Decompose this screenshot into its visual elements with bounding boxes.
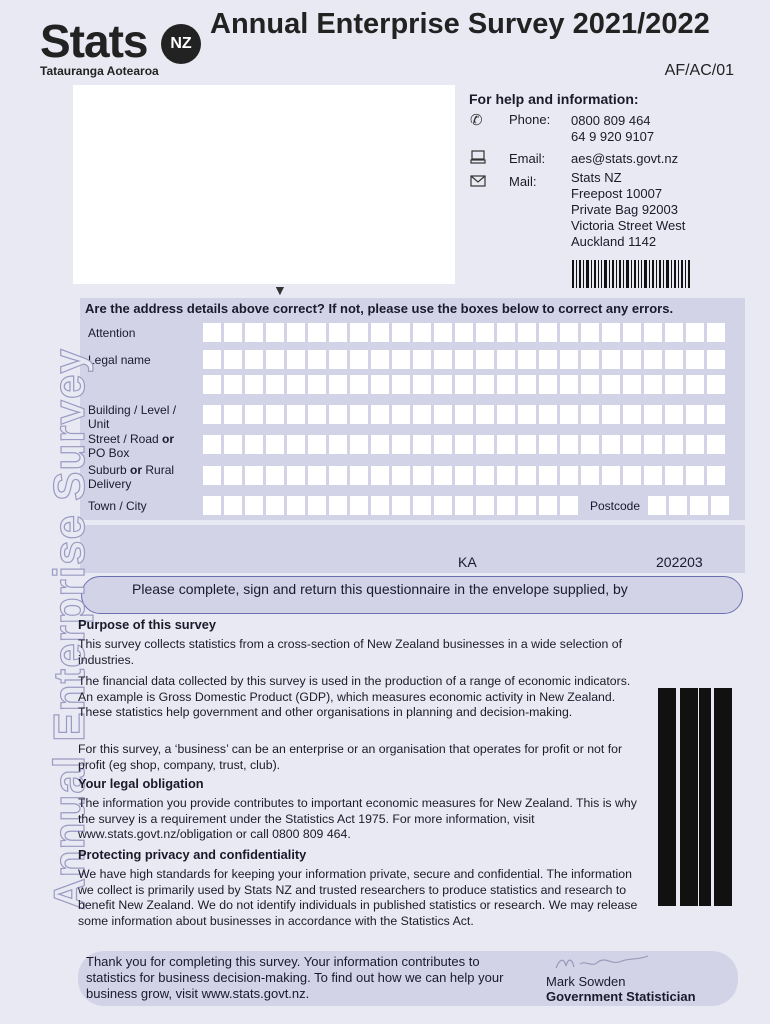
character-box[interactable] [686, 350, 704, 369]
purpose-paragraph-2: The financial data collected by this survey is used in the production of a range of economic indicators. An example is Gross Domestic Product (GDP), which measures economic activity in New Zealand. These statistics help government and other organisations in planning and decision-making. [78, 674, 631, 719]
character-box[interactable] [224, 466, 242, 485]
phone-number-2: 64 9 920 9107 [571, 129, 655, 144]
character-box[interactable] [686, 405, 704, 424]
character-box[interactable] [623, 350, 641, 369]
phone-label: Phone: [509, 112, 551, 127]
character-box[interactable] [455, 466, 473, 485]
mail-line-4: Victoria Street West [571, 218, 686, 233]
character-box[interactable] [455, 323, 473, 342]
character-box[interactable] [266, 323, 284, 342]
building-label [88, 403, 176, 431]
character-box[interactable] [476, 405, 494, 424]
character-box[interactable] [287, 496, 305, 515]
character-box[interactable] [581, 323, 599, 342]
character-box[interactable] [413, 435, 431, 454]
character-box[interactable] [266, 466, 284, 485]
building-label-line-1: Building / Level / [88, 403, 177, 417]
character-box[interactable] [245, 323, 263, 342]
character-box[interactable] [413, 496, 431, 515]
character-box[interactable] [686, 375, 704, 394]
character-box[interactable] [308, 375, 326, 394]
nz-logo-badge: NZ [161, 24, 201, 64]
purpose-paragraph-3: For this survey, a ‘business’ can be an enterprise or an organisation that operates for profit or not for profit (eg shop, company, trust, club). [78, 742, 623, 772]
character-box[interactable] [245, 350, 263, 369]
character-box[interactable] [350, 405, 368, 424]
character-box[interactable] [392, 375, 410, 394]
character-box[interactable] [392, 323, 410, 342]
return-notice-text: Please complete, sign and return this questionnaire in the envelope supplied, by [132, 581, 628, 597]
character-box[interactable] [707, 323, 725, 342]
character-box[interactable] [518, 323, 536, 342]
character-box[interactable] [602, 350, 620, 369]
character-box[interactable] [644, 466, 662, 485]
character-box[interactable] [707, 375, 725, 394]
rural-label-text: Rural [142, 463, 175, 477]
character-box[interactable] [602, 405, 620, 424]
character-box[interactable] [581, 466, 599, 485]
character-box[interactable] [308, 323, 326, 342]
character-box[interactable] [371, 496, 389, 515]
character-box[interactable] [648, 496, 666, 515]
mail-line-1: Stats NZ [571, 170, 622, 185]
character-box[interactable] [455, 405, 473, 424]
legal-heading: Your legal obligation [78, 776, 204, 791]
character-box[interactable] [224, 496, 242, 515]
email-label: Email: [509, 151, 546, 166]
suburb-label-or: or [130, 463, 143, 477]
privacy-heading: Protecting privacy and confidentiality [78, 847, 307, 862]
character-box[interactable] [518, 350, 536, 369]
purpose-heading: Purpose of this survey [78, 617, 216, 632]
character-box[interactable] [539, 435, 557, 454]
character-box[interactable] [350, 496, 368, 515]
privacy-paragraph: We have high standards for keeping your information private, secure and confidential. The information we collect is primarily used by Stats NZ and trusted researchers to produce statistics and research to benefit New Zealand. We do not identify individuals in published statistics or research. We may release some information about businesses in accordance with the Statistics Act. [78, 867, 638, 928]
address-question: Are the address details above correct? If not, please use the boxes below to correct any errors. [85, 301, 674, 316]
character-box[interactable] [665, 466, 683, 485]
character-box[interactable] [455, 350, 473, 369]
character-box[interactable] [476, 323, 494, 342]
character-box[interactable] [329, 435, 347, 454]
character-box[interactable] [329, 375, 347, 394]
character-box[interactable] [644, 375, 662, 394]
character-box[interactable] [623, 466, 641, 485]
phone-icon: ✆ [470, 112, 483, 129]
character-box[interactable] [518, 466, 536, 485]
character-box[interactable] [245, 496, 263, 515]
postcode-field[interactable] [648, 496, 729, 515]
character-box[interactable] [476, 496, 494, 515]
character-box[interactable] [413, 405, 431, 424]
character-box[interactable] [287, 350, 305, 369]
legal-paragraph: The information you provide contributes to important economic measures for New Zealand. This is why the survey is a requirement under the Statistics Act 1975. For more information, visit www.stats.govt.nz/obligation or call 0800 809 464. [78, 796, 637, 841]
legal-name-field-line-1[interactable] [203, 350, 725, 369]
character-box[interactable] [224, 405, 242, 424]
character-box[interactable] [476, 375, 494, 394]
character-box[interactable] [560, 466, 578, 485]
character-box[interactable] [560, 350, 578, 369]
character-box[interactable] [329, 323, 347, 342]
street-field[interactable] [203, 435, 725, 454]
character-box[interactable] [287, 405, 305, 424]
character-box[interactable] [203, 350, 221, 369]
character-box[interactable] [455, 375, 473, 394]
character-box[interactable] [644, 405, 662, 424]
character-box[interactable] [371, 435, 389, 454]
character-box[interactable] [686, 323, 704, 342]
character-box[interactable] [539, 405, 557, 424]
character-box[interactable] [308, 496, 326, 515]
character-box[interactable] [560, 323, 578, 342]
character-box[interactable] [669, 496, 687, 515]
character-box[interactable] [308, 466, 326, 485]
character-box[interactable] [224, 375, 242, 394]
character-box[interactable] [686, 466, 704, 485]
mail-line-5: Auckland 1142 [571, 234, 657, 249]
character-box[interactable] [560, 435, 578, 454]
character-box[interactable] [329, 405, 347, 424]
character-box[interactable] [203, 375, 221, 394]
phone-number-1: 0800 809 464 [571, 113, 651, 128]
character-box[interactable] [413, 323, 431, 342]
character-box[interactable] [711, 496, 729, 515]
character-box[interactable] [707, 466, 725, 485]
character-box[interactable] [518, 375, 536, 394]
character-box[interactable] [350, 350, 368, 369]
po-box-label-text: PO Box [88, 446, 130, 460]
logo-subtitle: Tatauranga Aotearoa [40, 64, 159, 78]
character-box[interactable] [581, 435, 599, 454]
address-window [73, 85, 455, 284]
character-box[interactable] [518, 405, 536, 424]
character-box[interactable] [413, 375, 431, 394]
street-label-or: or [162, 432, 175, 446]
down-arrow-icon: ▼ [273, 282, 287, 298]
character-box[interactable] [455, 496, 473, 515]
character-box[interactable] [623, 375, 641, 394]
character-box[interactable] [665, 350, 683, 369]
character-box[interactable] [539, 375, 557, 394]
character-box[interactable] [392, 496, 410, 515]
signature-image [552, 952, 652, 974]
character-box[interactable] [623, 435, 641, 454]
signer-name: Mark Sowden [546, 974, 626, 989]
character-box[interactable] [350, 435, 368, 454]
character-box[interactable] [434, 405, 452, 424]
character-box[interactable] [224, 350, 242, 369]
thank-you-text: Thank you for completing this survey. Your information contributes to statistics for business decision-making. To find out how we can help your business grow, visit www.stats.govt.nz. [86, 954, 504, 1001]
character-box[interactable] [581, 350, 599, 369]
character-box[interactable] [476, 350, 494, 369]
character-box[interactable] [287, 466, 305, 485]
character-box[interactable] [245, 375, 263, 394]
computer-icon [470, 150, 486, 168]
delivery-label-text: Delivery [88, 477, 132, 491]
character-box[interactable] [434, 323, 452, 342]
character-box[interactable] [245, 435, 263, 454]
mail-line-2: Freepost 10007 [571, 186, 663, 201]
character-box[interactable] [476, 435, 494, 454]
scan-bar [658, 688, 676, 906]
character-box[interactable] [497, 405, 515, 424]
character-box[interactable] [434, 466, 452, 485]
character-box[interactable] [413, 350, 431, 369]
character-box[interactable] [560, 405, 578, 424]
character-box[interactable] [644, 323, 662, 342]
character-box[interactable] [266, 435, 284, 454]
character-box[interactable] [203, 466, 221, 485]
character-box[interactable] [266, 405, 284, 424]
character-box[interactable] [266, 496, 284, 515]
postcode-label: Postcode [590, 499, 641, 513]
character-box[interactable] [665, 435, 683, 454]
character-box[interactable] [392, 405, 410, 424]
street-label-text: Street / Road [88, 432, 163, 446]
character-box[interactable] [329, 496, 347, 515]
character-box[interactable] [203, 496, 221, 515]
character-box[interactable] [308, 435, 326, 454]
town-field[interactable] [203, 496, 578, 515]
barcode [572, 260, 690, 288]
character-box[interactable] [350, 375, 368, 394]
email-link[interactable]: aes@stats.govt.nz [571, 151, 679, 166]
suburb-label [88, 463, 174, 491]
character-box[interactable] [224, 435, 242, 454]
character-box[interactable] [434, 350, 452, 369]
character-box[interactable] [434, 435, 452, 454]
ka-code: KA [458, 554, 477, 570]
building-label-line-2: Unit [88, 417, 110, 431]
character-box[interactable] [371, 323, 389, 342]
street-label [88, 432, 174, 460]
character-box[interactable] [203, 323, 221, 342]
character-box[interactable] [497, 496, 515, 515]
form-code: AF/AC/01 [664, 62, 734, 79]
character-box[interactable] [350, 466, 368, 485]
character-box[interactable] [707, 435, 725, 454]
character-box[interactable] [539, 350, 557, 369]
building-field[interactable] [203, 405, 725, 424]
character-box[interactable] [690, 496, 708, 515]
character-box[interactable] [392, 350, 410, 369]
attention-label: Attention [88, 326, 136, 340]
scan-bar [699, 688, 711, 906]
character-box[interactable] [497, 375, 515, 394]
mail-label: Mail: [509, 174, 537, 189]
character-box[interactable] [329, 350, 347, 369]
character-box[interactable] [665, 375, 683, 394]
character-box[interactable] [266, 375, 284, 394]
character-box[interactable] [539, 323, 557, 342]
character-box[interactable] [686, 435, 704, 454]
town-label: Town / City [88, 499, 147, 513]
character-box[interactable] [371, 466, 389, 485]
legal-name-field-line-2[interactable] [203, 375, 725, 394]
help-title: For help and information: [469, 91, 639, 107]
period-code: 202203 [656, 554, 703, 570]
side-title: Annual Enterprise Survey [45, 348, 94, 910]
character-box[interactable] [497, 350, 515, 369]
character-box[interactable] [644, 435, 662, 454]
character-box[interactable] [413, 466, 431, 485]
character-box[interactable] [497, 466, 515, 485]
stats-logo-text: Stats [40, 15, 148, 67]
character-box[interactable] [308, 350, 326, 369]
character-box[interactable] [602, 466, 620, 485]
suburb-label-text: Suburb [88, 463, 131, 477]
character-box[interactable] [602, 375, 620, 394]
character-box[interactable] [539, 496, 557, 515]
character-box[interactable] [602, 435, 620, 454]
office-code-panel [80, 525, 745, 573]
envelope-icon [470, 174, 486, 191]
character-box[interactable] [539, 466, 557, 485]
character-box[interactable] [287, 435, 305, 454]
character-box[interactable] [266, 350, 284, 369]
character-box[interactable] [392, 466, 410, 485]
character-box[interactable] [497, 435, 515, 454]
character-box[interactable] [350, 323, 368, 342]
character-box[interactable] [392, 435, 410, 454]
character-box[interactable] [518, 435, 536, 454]
character-box[interactable] [434, 496, 452, 515]
character-box[interactable] [497, 323, 515, 342]
character-box[interactable] [665, 405, 683, 424]
character-box[interactable] [245, 405, 263, 424]
character-box[interactable] [665, 323, 683, 342]
character-box[interactable] [644, 350, 662, 369]
character-box[interactable] [203, 435, 221, 454]
character-box[interactable] [707, 350, 725, 369]
character-box[interactable] [224, 323, 242, 342]
character-box[interactable] [203, 405, 221, 424]
character-box[interactable] [560, 496, 578, 515]
character-box[interactable] [371, 350, 389, 369]
mail-line-3: Private Bag 92003 [571, 202, 678, 217]
character-box[interactable] [371, 375, 389, 394]
character-box[interactable] [308, 405, 326, 424]
survey-title: Annual Enterprise Survey 2021/2022 [210, 8, 710, 40]
character-box[interactable] [434, 375, 452, 394]
scan-bar [714, 688, 732, 906]
signer-title: Government Statistician [546, 989, 696, 1004]
character-box[interactable] [602, 323, 620, 342]
character-box[interactable] [518, 496, 536, 515]
character-box[interactable] [623, 405, 641, 424]
character-box[interactable] [623, 323, 641, 342]
character-box[interactable] [581, 375, 599, 394]
character-box[interactable] [245, 466, 263, 485]
character-box[interactable] [476, 466, 494, 485]
legal-name-label: Legal name [88, 353, 151, 367]
character-box[interactable] [329, 466, 347, 485]
attention-field[interactable] [203, 323, 725, 342]
character-box[interactable] [287, 323, 305, 342]
purpose-paragraph-1: This survey collects statistics from a cross-section of New Zealand businesses in a wide selection of industries. [78, 637, 623, 667]
character-box[interactable] [581, 405, 599, 424]
character-box[interactable] [560, 375, 578, 394]
character-box[interactable] [287, 375, 305, 394]
character-box[interactable] [371, 405, 389, 424]
character-box[interactable] [707, 405, 725, 424]
scan-bar [680, 688, 698, 906]
suburb-field[interactable] [203, 466, 725, 485]
character-box[interactable] [455, 435, 473, 454]
